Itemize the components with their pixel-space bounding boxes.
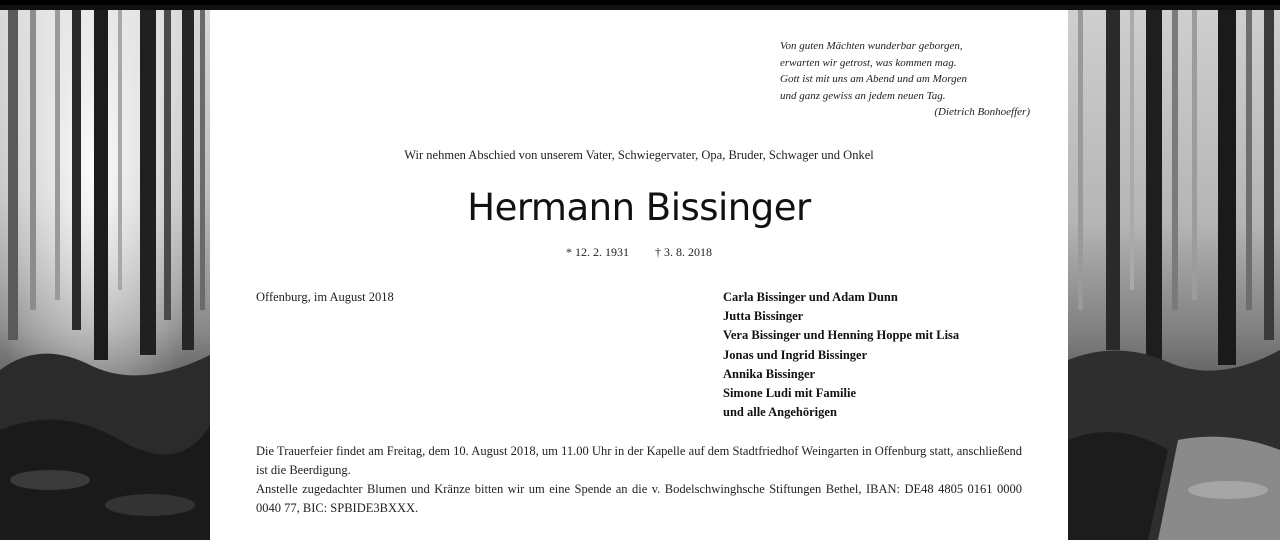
deceased-name: Hermann Bissinger bbox=[467, 186, 811, 229]
poem-line: Gott ist mit uns am Abend und am Morgen bbox=[780, 73, 967, 85]
poem-block bbox=[780, 38, 1030, 121]
mourner: Jutta Bissinger bbox=[723, 309, 804, 324]
forest-trees-right bbox=[1068, 10, 1280, 540]
mourner: Vera Bissinger und Henning Hoppe mit Lisa bbox=[723, 328, 960, 343]
death-date: † 3. 8. 2018 bbox=[655, 245, 712, 259]
farewell-intro: Wir nehmen Abschied von unserem Vater, Schwiegervater, Opa, Bruder, Schwager und Onkel bbox=[404, 148, 874, 162]
obituary-card bbox=[210, 10, 1068, 540]
mourner: Simone Ludi mit Familie bbox=[723, 386, 856, 401]
forest-photo-right bbox=[1068, 10, 1280, 540]
forest-photo-left bbox=[0, 10, 210, 540]
mourners-list bbox=[723, 288, 1043, 422]
mourner: und alle Angehörigen bbox=[723, 405, 837, 420]
mourner: Carla Bissinger und Adam Dunn bbox=[723, 290, 898, 304]
funeral-details: Die Trauerfeier findet am Freitag, dem 10. August 2018, um 11.00 Uhr in der Kapelle auf dem Stadtfriedhof Weingarten in Offenburg statt, anschließend ist die Beerdigung. bbox=[256, 444, 1022, 477]
donation-request: Anstelle zugedachter Blumen und Kränze bitten wir um eine Spende an die v. Bodelschwinghsche Stiftungen Bethel, IBAN: DE48 4805 0161 0000 0040 77, BIC: SPBIDE3BXXX. bbox=[256, 482, 1022, 515]
poem-line: erwarten wir getrost, was kommen mag. bbox=[780, 56, 957, 69]
funeral-notice bbox=[256, 442, 1022, 518]
mourner: Jonas und Ingrid Bissinger bbox=[723, 347, 868, 362]
poem-author: (Dietrich Bonhoeffer) bbox=[934, 106, 1030, 118]
forest-trees-left bbox=[0, 10, 210, 540]
poem-line: und ganz gewiss an jedem neuen Tag. bbox=[780, 89, 946, 102]
mourner: Annika Bissinger bbox=[723, 366, 816, 381]
place-and-date: Offenburg, im August 2018 bbox=[256, 290, 394, 304]
poem-line: Von guten Mächten wunderbar geborgen, bbox=[780, 40, 963, 52]
birth-date: * 12. 2. 1931 bbox=[566, 245, 629, 259]
life-dates bbox=[210, 245, 1068, 260]
